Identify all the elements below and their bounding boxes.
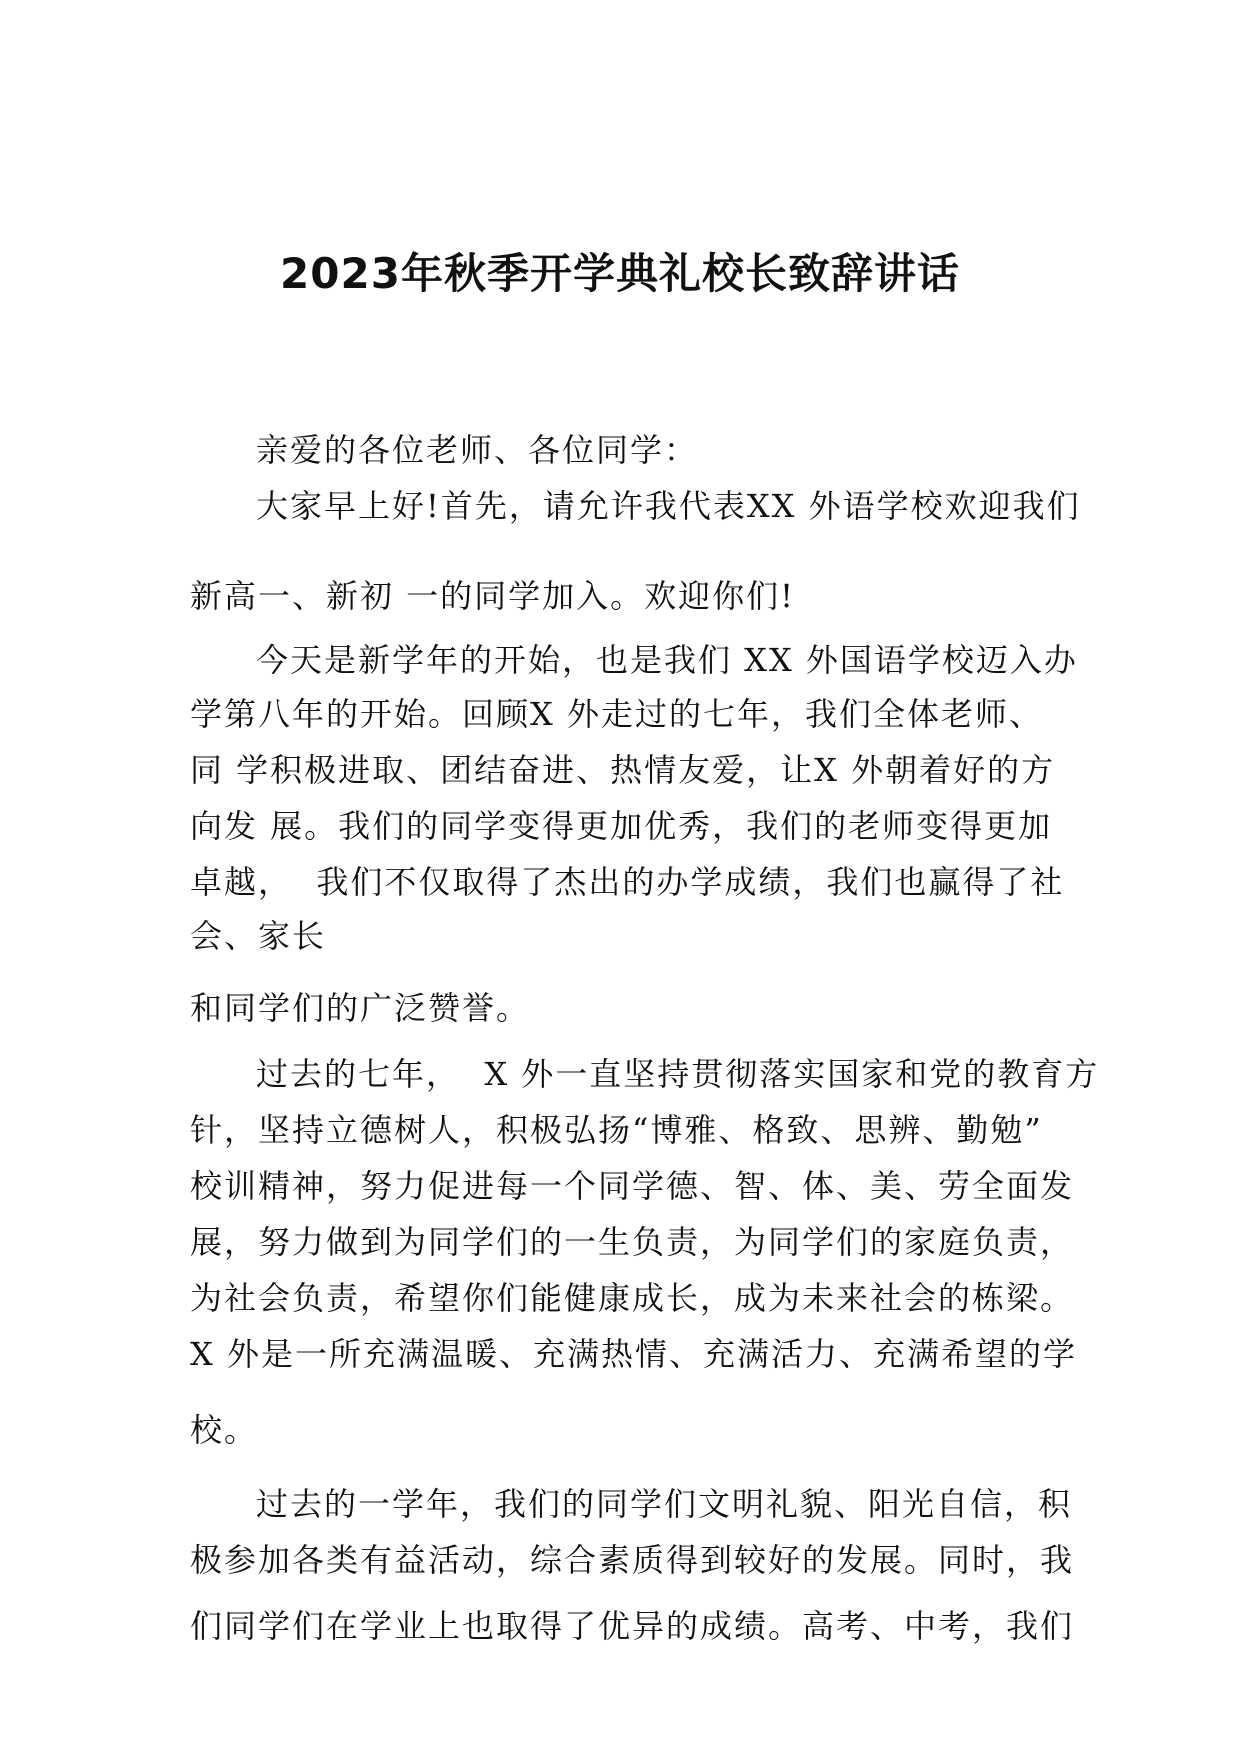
paragraph-line: X 外是一所充满温暖、充满热情、充满活力、充满希望的学: [190, 1335, 1077, 1373]
document-title: 2023年秋季开学典礼校长致辞讲话: [280, 249, 960, 298]
paragraph-line: 卓越， 我们不仅取得了杰出的办学成绩，我们也赢得了社: [190, 863, 1065, 901]
paragraph-line: 和同学们的广泛赞誉。: [190, 989, 531, 1027]
paragraph-line: 会、家长: [190, 917, 327, 955]
paragraph-line: 学第八年的开始。回顾X 外走过的七年，我们全体老师、: [190, 695, 1043, 733]
paragraph-line: 新高一、新初 一的同学加入。欢迎你们!: [190, 577, 796, 615]
paragraph-line: 向发 展。我们的同学变得更加优秀，我们的老师变得更加: [190, 807, 1053, 845]
paragraph-line: 极参加各类有益活动，综合素质得到较好的发展。同时，我: [190, 1541, 1075, 1579]
paragraph-line: 今天是新学年的开始，也是我们 XX 外国语学校迈入办: [256, 641, 1078, 679]
paragraph-line: 同 学积极进取、团结奋进、热情友爱，让X 外朝着好的方: [190, 751, 1056, 789]
paragraph-line: 校。: [190, 1411, 259, 1449]
paragraph-line: 过去的一学年，我们的同学们文明礼貌、阳光自信，积: [256, 1485, 1073, 1523]
paragraph-line: 展，努力做到为同学们的一生负责，为同学们的家庭负责，: [190, 1223, 1075, 1261]
paragraph-line: 校训精神，努力促进每一个同学德、智、体、美、劳全面发: [190, 1167, 1075, 1205]
paragraph-line: 们同学们在学业上也取得了优异的成绩。高考、中考，我们: [190, 1607, 1075, 1645]
paragraph-line: 大家早上好!首先，请允许我代表XX 外语学校欢迎我们: [256, 487, 1081, 525]
paragraph-line: 过去的七年， X 外一直坚持贯彻落实国家和党的教育方: [256, 1055, 1100, 1093]
salutation-line: 亲爱的各位老师、各位同学：: [256, 431, 699, 469]
paragraph-line: 为社会负责，希望你们能健康成长，成为未来社会的栋梁。: [190, 1279, 1075, 1317]
paragraph-line: 针，坚持立德树人，积极弘扬“博雅、格致、思辨、勤勉”: [190, 1111, 1043, 1149]
